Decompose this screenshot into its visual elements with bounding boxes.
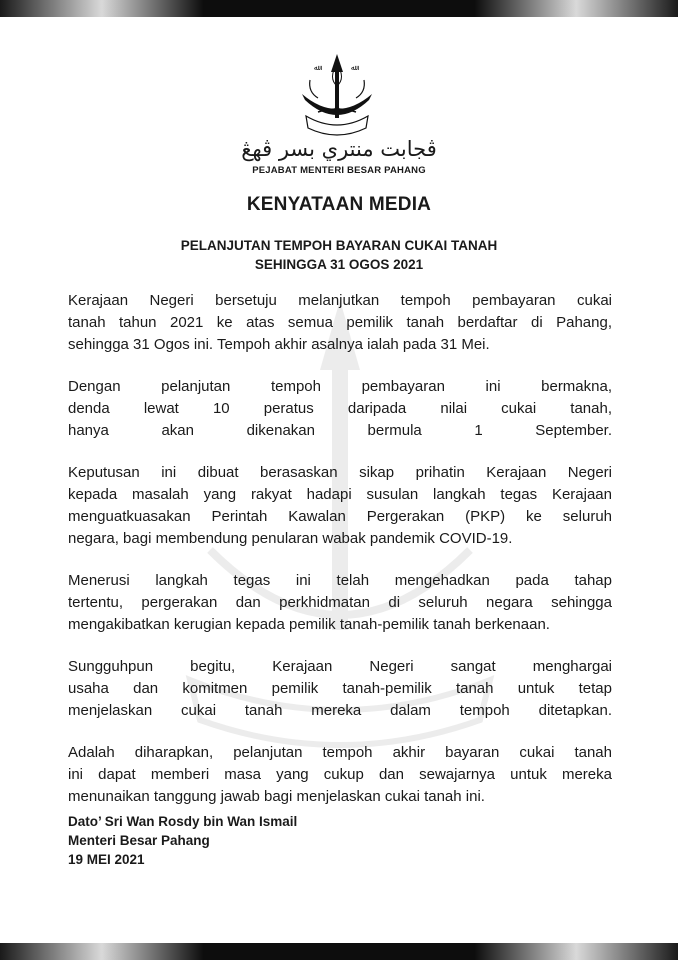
document-title-line: PELANJUTAN TEMPOH BAYARAN CUKAI TANAH (180, 238, 498, 253)
paragraph (68, 570, 612, 636)
signatory-position: Menteri Besar Pahang (68, 833, 210, 848)
paragraph-line: menunaikan tanggung jawab bagi menjelaskan cukai tanah ini. (68, 788, 485, 805)
paragraph-line: negara, bagi membendung penularan wabak pandemik COVID-19. (68, 530, 513, 547)
paragraph-line: denda lewat 10 peratus daripada nilai cukai tanah, (68, 400, 612, 417)
paragraph-line: Kerajaan Negeri bersetuju melanjutkan tempoh pembayaran cukai (68, 292, 612, 309)
signature-block (68, 812, 297, 869)
paragraph (68, 376, 612, 442)
paragraph-line: Keputusan ini dibuat berasaskan sikap prihatin Kerajaan Negeri (68, 464, 612, 481)
paragraph-line: hanya akan dikenakan bermula 1 September. (68, 422, 612, 439)
paragraph (68, 290, 612, 356)
paragraph (68, 742, 612, 808)
document-body (68, 290, 612, 828)
document-heading: KENYATAAN MEDIA (246, 194, 432, 215)
statement-date: 19 MEI 2021 (68, 852, 145, 867)
paragraph (68, 462, 612, 550)
svg-text:ﷲ: ﷲ (351, 64, 356, 72)
paragraph-line: usaha dan komitmen pemilik tanah-pemilik tanah untuk tetap (68, 680, 612, 697)
paragraph-line: ini dapat memberi masa yang cukup dan sewajarnya untuk mereka (68, 766, 612, 783)
paragraph-line: Adalah diharapkan, pelanjutan tempoh akhir bayaran cukai tanah (68, 744, 612, 761)
paragraph-line: Dengan pelanjutan tempoh pembayaran ini bermakna, (68, 378, 612, 395)
top-decorative-bar (0, 0, 678, 17)
paragraph-line: kepada masalah yang rakyat hadapi susulan langkah tegas Kerajaan (68, 486, 612, 503)
paragraph-line: Menerusi langkah tegas ini telah mengehadkan pada tahap (68, 572, 612, 589)
paragraph-line: sehingga 31 Ogos ini. Tempoh akhir asalnya ialah pada 31 Mei. (68, 336, 490, 353)
office-name: PEJABAT MENTERI BESAR PAHANG (252, 165, 426, 176)
signatory-name: Dato’ Sri Wan Rosdy bin Wan Ismail (68, 814, 298, 829)
pahang-crest-logo (296, 52, 378, 142)
document-title-line: SEHINGGA 31 OGOS 2021 (254, 257, 424, 272)
paragraph-line: menguatkuasakan Perintah Kawalan Pergerakan (PKP) ke seluruh (68, 508, 612, 525)
svg-text:ﷲ: ﷲ (314, 64, 319, 72)
bottom-decorative-bar (0, 943, 678, 960)
document-title (0, 236, 678, 274)
paragraph-line: tertentu, pergerakan dan perkhidmatan di seluruh negara sehingga (68, 594, 612, 611)
office-name-jawi: ڤجابت منتري بسر ڤهڠ (241, 137, 437, 161)
paragraph (68, 656, 612, 722)
paragraph-line: menjelaskan cukai tanah mereka dalam tempoh ditetapkan. (68, 702, 612, 719)
paragraph-line: mengakibatkan kerugian kepada pemilik tanah-pemilik tanah berkenaan. (68, 616, 550, 633)
paragraph-line: Sungguhpun begitu, Kerajaan Negeri sangat menghargai (68, 658, 612, 675)
paragraph-line: tanah tahun 2021 ke atas semua pemilik tanah berdaftar di Pahang, (68, 314, 612, 331)
